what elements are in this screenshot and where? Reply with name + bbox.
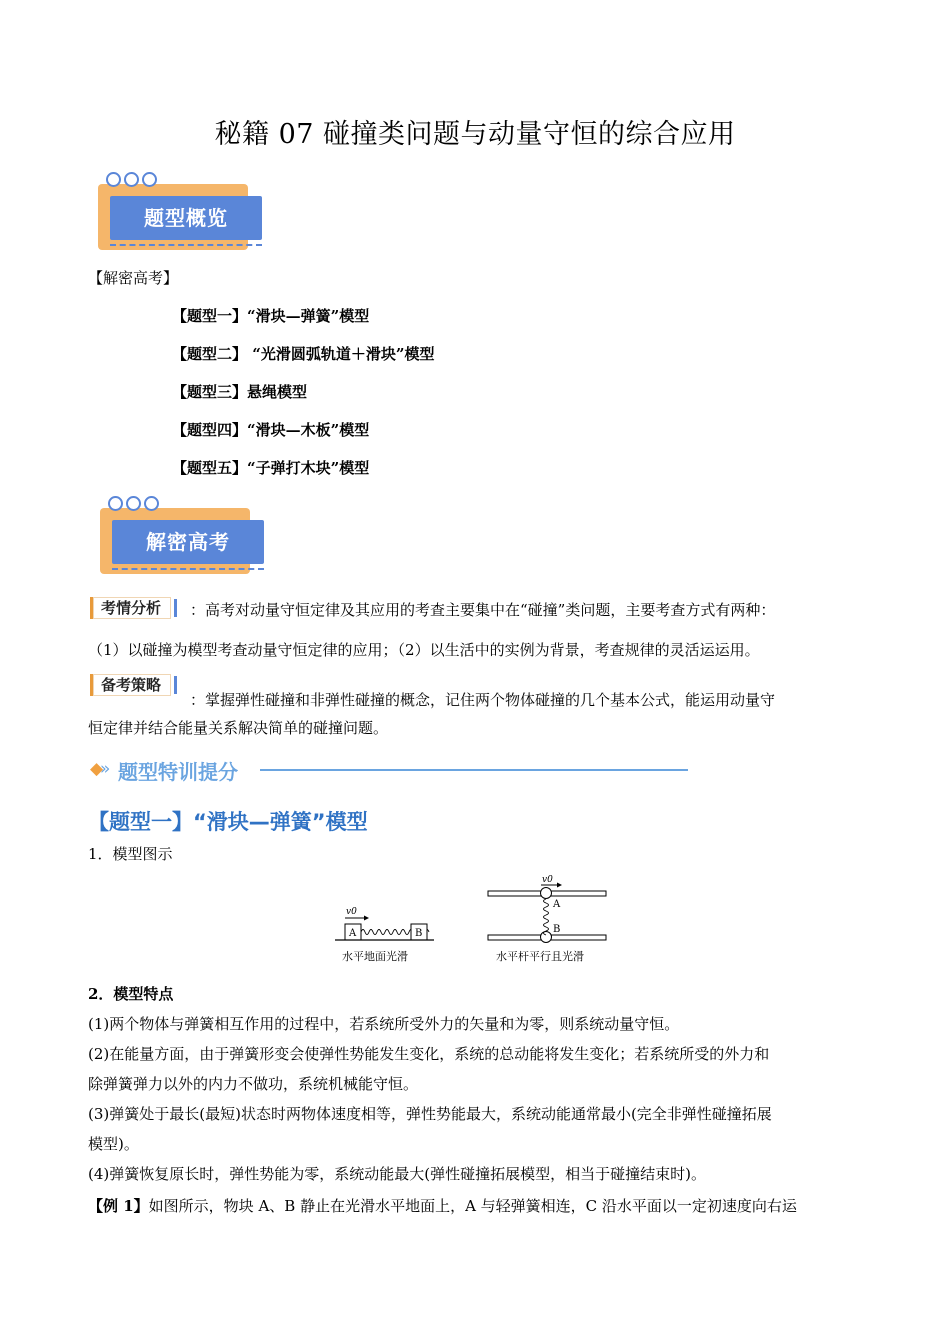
model-figure xyxy=(330,872,620,968)
item-2: 2．模型特点 xyxy=(88,985,174,1003)
block-a-label: A xyxy=(349,928,357,939)
ball-b xyxy=(541,932,552,943)
strategy-tag-label: 备考策略 xyxy=(90,674,171,696)
ring-icon xyxy=(108,496,123,511)
section-banner-overview xyxy=(88,172,268,262)
strategy-line-1: ：掌握弹性碰撞和非弹性碰撞的概念，记住两个物体碰撞的几个基本公式，能运用动量守 xyxy=(190,691,776,709)
ring-icon xyxy=(142,172,157,187)
strategy-line-2: 恒定律并结合能量关系解决简单的碰撞问题。 xyxy=(88,719,389,737)
ball-a xyxy=(541,888,552,899)
diamond-icon: ◆ xyxy=(90,759,104,779)
point-3: (3)弹簧处于最长(最短)状态时两物体速度相等，弹性势能最大，系统动能通常最小(完全非弹性碰撞拓展 xyxy=(88,1105,772,1123)
analysis-tag-label: 考情分析 xyxy=(90,597,171,619)
overview-item: 【题型三】悬绳模型 xyxy=(172,383,308,401)
page-title: 秘籍 07 碰撞类问题与动量守恒的综合应用 xyxy=(214,119,736,150)
overview-item: 【题型二】 “光滑圆弧轨道＋滑块”模型 xyxy=(172,345,435,363)
example-text: 如图所示，物块 A、B 静止在光滑水平地面上，A 与轻弹簧相连，C 沿水平面以一定初速度向右运 xyxy=(148,1197,797,1215)
banner-label: 解密高考 xyxy=(146,530,230,554)
ring-icon xyxy=(124,172,139,187)
point-4: (4)弹簧恢复原长时，弹性势能为零，系统动能最大(弹性碰撞拓展模型，相当于碰撞结束时)。 xyxy=(88,1165,706,1183)
ball-b-label: B xyxy=(553,924,561,935)
point-3-cont: 模型)。 xyxy=(88,1135,139,1153)
point-2: (2)在能量方面，由于弹簧形变会使弹性势能发生变化，系统的总动能将发生变化；若系统所受的外力和 xyxy=(88,1045,770,1063)
figure-right xyxy=(488,875,606,963)
banner-label: 题型概览 xyxy=(144,206,228,230)
ring-icon xyxy=(126,496,141,511)
section-bar xyxy=(90,756,690,784)
velocity-label: v0 xyxy=(346,907,357,917)
block-b-label: B xyxy=(415,928,423,939)
analysis-line-1: ：高考对动量守恒定律及其应用的考查主要集中在“碰撞”类问题，主要考查方式有两种： xyxy=(190,601,776,619)
ball-a-label: A xyxy=(553,899,561,910)
analysis-tag xyxy=(90,597,171,619)
divider xyxy=(260,769,688,771)
chevron-icon: » xyxy=(100,759,111,779)
analysis-line-2: （1）以碰撞为模型考查动量守恒定律的应用；（2）以生活中的实例为背景，考查规律的灵活运运用。 xyxy=(88,641,760,659)
point-1: (1)两个物体与弹簧相互作用的过程中，若系统所受外力的矢量和为零，则系统动量守恒。 xyxy=(88,1015,680,1033)
figure-left xyxy=(335,907,434,963)
ring-icon xyxy=(144,496,159,511)
item-1: 1．模型图示 xyxy=(88,845,173,863)
ring-icon xyxy=(106,172,121,187)
overview-item: 【题型一】“滑块—弹簧”模型 xyxy=(172,307,370,325)
section-banner-exam xyxy=(90,496,270,586)
example-label: 【例 1】 xyxy=(88,1197,149,1215)
figure-caption: 水平杆平行且光滑 xyxy=(496,950,584,963)
spring-icon xyxy=(544,899,549,935)
overview-heading: 【解密高考】 xyxy=(88,269,179,287)
point-2-cont: 除弹簧弹力以外的内力不做功，系统机械能守恒。 xyxy=(88,1075,419,1093)
overview-item: 【题型四】“滑块—木板”模型 xyxy=(172,421,370,439)
velocity-label: v0 xyxy=(542,875,553,885)
type1-heading: 【题型一】“滑块—弹簧”模型 xyxy=(88,810,368,834)
strategy-tag xyxy=(90,674,171,696)
figure-caption: 水平地面光滑 xyxy=(342,950,408,963)
overview-item: 【题型五】“子弹打木块”模型 xyxy=(172,459,370,477)
section-bar-title: 题型特训提分 xyxy=(118,760,238,784)
example-1 xyxy=(88,1194,797,1218)
